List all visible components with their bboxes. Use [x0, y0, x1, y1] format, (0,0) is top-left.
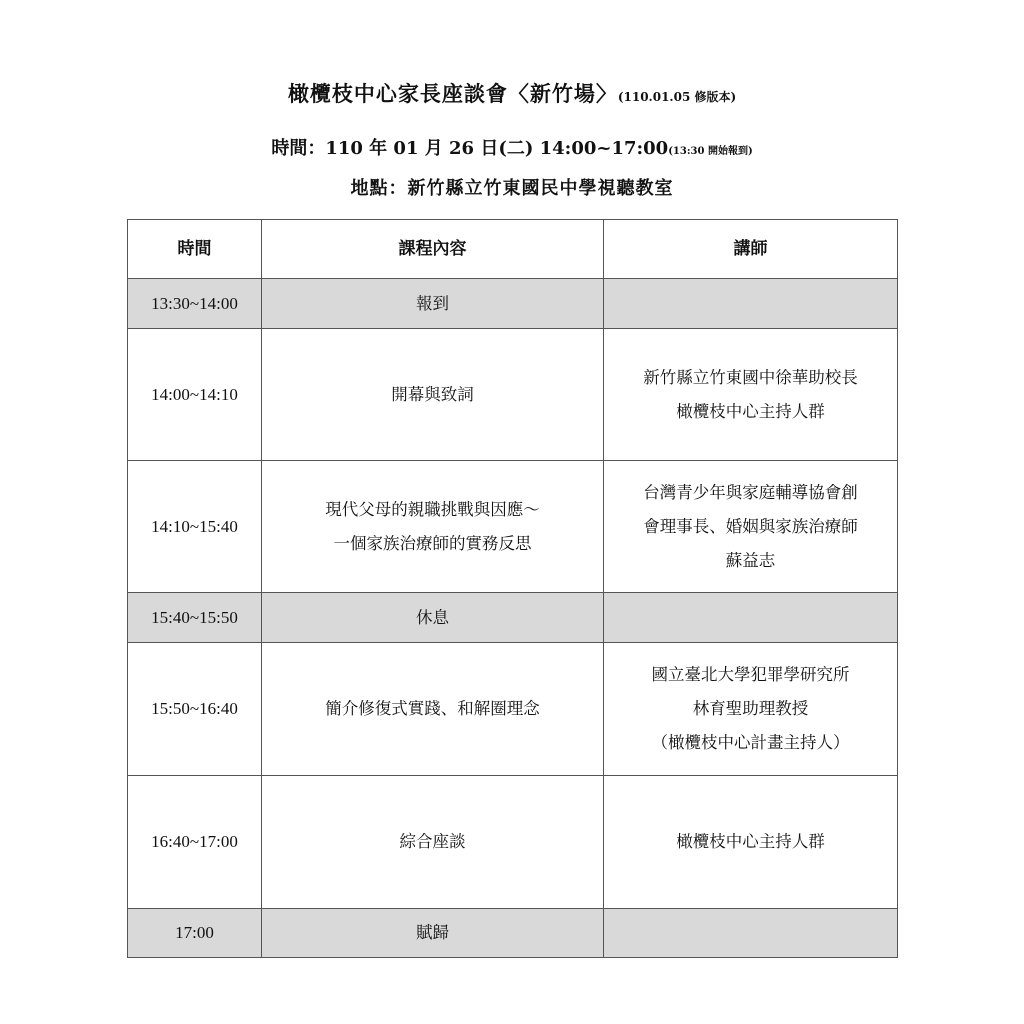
cell-speaker — [604, 593, 898, 643]
content-line: 賦歸 — [416, 923, 449, 942]
event-location — [0, 174, 1024, 200]
cell-time: 14:10~15:40 — [128, 461, 262, 593]
speaker-line: 橄欖枝中心主持人群 — [676, 401, 825, 421]
cell-content — [262, 643, 604, 776]
speaker-line: 會理事長、婚姻與家族治療師 — [643, 516, 858, 536]
location-value: 新竹縣立竹東國民中學視聽教室 — [407, 178, 674, 199]
speaker-line: （橄欖枝中心計畫主持人） — [651, 733, 850, 752]
speaker-line: 台灣青少年與家庭輔導協會創 — [643, 482, 858, 502]
content-line: 休息 — [416, 607, 449, 627]
cell-speaker — [604, 329, 898, 461]
location-label: 地點： — [350, 178, 408, 199]
content-line: 一個家族治療師的實務反思 — [333, 533, 532, 553]
cell-time: 17:00 — [128, 909, 262, 958]
table-row — [128, 279, 898, 329]
content-line: 現代父母的親職挑戰與因應～ — [325, 499, 540, 519]
speaker-line: 新竹縣立竹東國中徐華助校長 — [643, 367, 858, 387]
cell-content — [262, 593, 604, 643]
cell-content — [262, 279, 604, 329]
content-line: 開幕與致詞 — [391, 384, 474, 404]
table-header-row — [128, 220, 898, 279]
cell-speaker — [604, 643, 898, 776]
speaker-line: 林育聖助理教授 — [692, 699, 809, 718]
time-value: 110 年 01 月 26 日(二) 14:00~17:00 — [325, 138, 669, 159]
cell-speaker — [604, 909, 898, 958]
header-speaker: 講師 — [604, 220, 898, 279]
content-line: 報到 — [416, 293, 449, 313]
title-text: 橄欖枝中心家長座談會〈新竹場〉 — [287, 81, 618, 106]
content-line: 簡介修復式實踐、和解圈理念 — [325, 699, 540, 718]
schedule-table — [127, 219, 898, 958]
cell-content — [262, 329, 604, 461]
table-row — [128, 776, 898, 909]
event-time — [0, 134, 1024, 160]
time-note: (13:30 開始報到) — [668, 146, 753, 157]
document-title — [0, 78, 1024, 108]
speaker-line: 橄欖枝中心主持人群 — [676, 832, 825, 851]
table-row — [128, 329, 898, 461]
cell-speaker — [604, 279, 898, 329]
table-row — [128, 909, 898, 958]
content-line: 綜合座談 — [399, 832, 466, 851]
cell-speaker — [604, 776, 898, 909]
cell-time: 16:40~17:00 — [128, 776, 262, 909]
table-row — [128, 593, 898, 643]
cell-time: 15:50~16:40 — [128, 643, 262, 776]
title-version: (110.01.05 修版本) — [617, 90, 737, 104]
cell-time: 13:30~14:00 — [128, 279, 262, 329]
cell-content — [262, 776, 604, 909]
schedule-body — [128, 279, 898, 958]
cell-content — [262, 461, 604, 593]
cell-time: 14:00~14:10 — [128, 329, 262, 461]
cell-time: 15:40~15:50 — [128, 593, 262, 643]
time-label: 時間： — [271, 138, 326, 159]
table-row — [128, 643, 898, 776]
speaker-line: 蘇益志 — [725, 550, 776, 570]
table-row — [128, 461, 898, 593]
cell-content — [262, 909, 604, 958]
header-content: 課程內容 — [262, 220, 604, 279]
header-time: 時間 — [128, 220, 262, 279]
cell-speaker — [604, 461, 898, 593]
speaker-line: 國立臺北大學犯罪學研究所 — [651, 665, 850, 684]
